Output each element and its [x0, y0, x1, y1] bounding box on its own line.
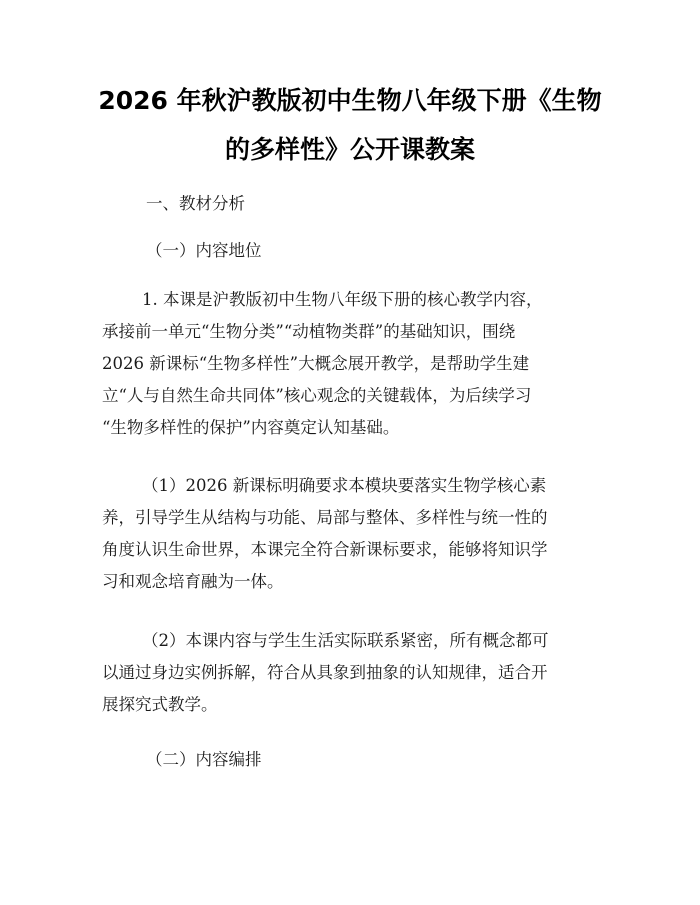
paragraph-life-connection	[102, 625, 602, 721]
paragraph-line: 2026 新课标“生物多样性”大概念展开教学，是帮助学生建	[102, 354, 530, 373]
paragraph-line: （1）2026 新课标明确要求本模块要落实生物学核心素	[142, 476, 547, 495]
paragraph-line: 习和观念培育融为一体。	[102, 572, 284, 591]
paragraph-line: 承接前一单元“生物分类”“动植物类群”的基础知识，围绕	[102, 322, 516, 341]
paragraph-course-overview	[102, 284, 602, 444]
document-title-line-2: 的多样性》公开课教案	[224, 135, 475, 164]
paragraph-line: 养，引导学生从结构与功能、局部与整体、多样性与统一性的	[102, 508, 548, 527]
subsection-heading-content-arrangement: （二）内容编排	[146, 750, 262, 769]
paragraph-line: 1. 本课是沪教版初中生物八年级下册的核心教学内容，	[142, 290, 543, 309]
paragraph-curriculum-requirements	[102, 470, 602, 598]
document-title-line-1: 2026 年秋沪教版初中生物八年级下册《生物	[98, 86, 602, 115]
subsection-heading-content-position: （一）内容地位	[146, 241, 262, 260]
paragraph-line: 角度认识生命世界，本课完全符合新课标要求，能够将知识学	[102, 540, 548, 559]
paragraph-line: 立“人与自然生命共同体”核心观念的关键载体，为后续学习	[102, 386, 532, 405]
paragraph-line: （2）本课内容与学生生活实际联系紧密，所有概念都可	[142, 631, 549, 650]
paragraph-line: 展探究式教学。	[102, 695, 218, 714]
section-heading-materials-analysis: 一、教材分析	[146, 194, 245, 213]
paragraph-line: 以通过身边实例拆解，符合从具象到抽象的认知规律，适合开	[102, 663, 548, 682]
paragraph-line: “生物多样性的保护”内容奠定认知基础。	[102, 418, 400, 437]
